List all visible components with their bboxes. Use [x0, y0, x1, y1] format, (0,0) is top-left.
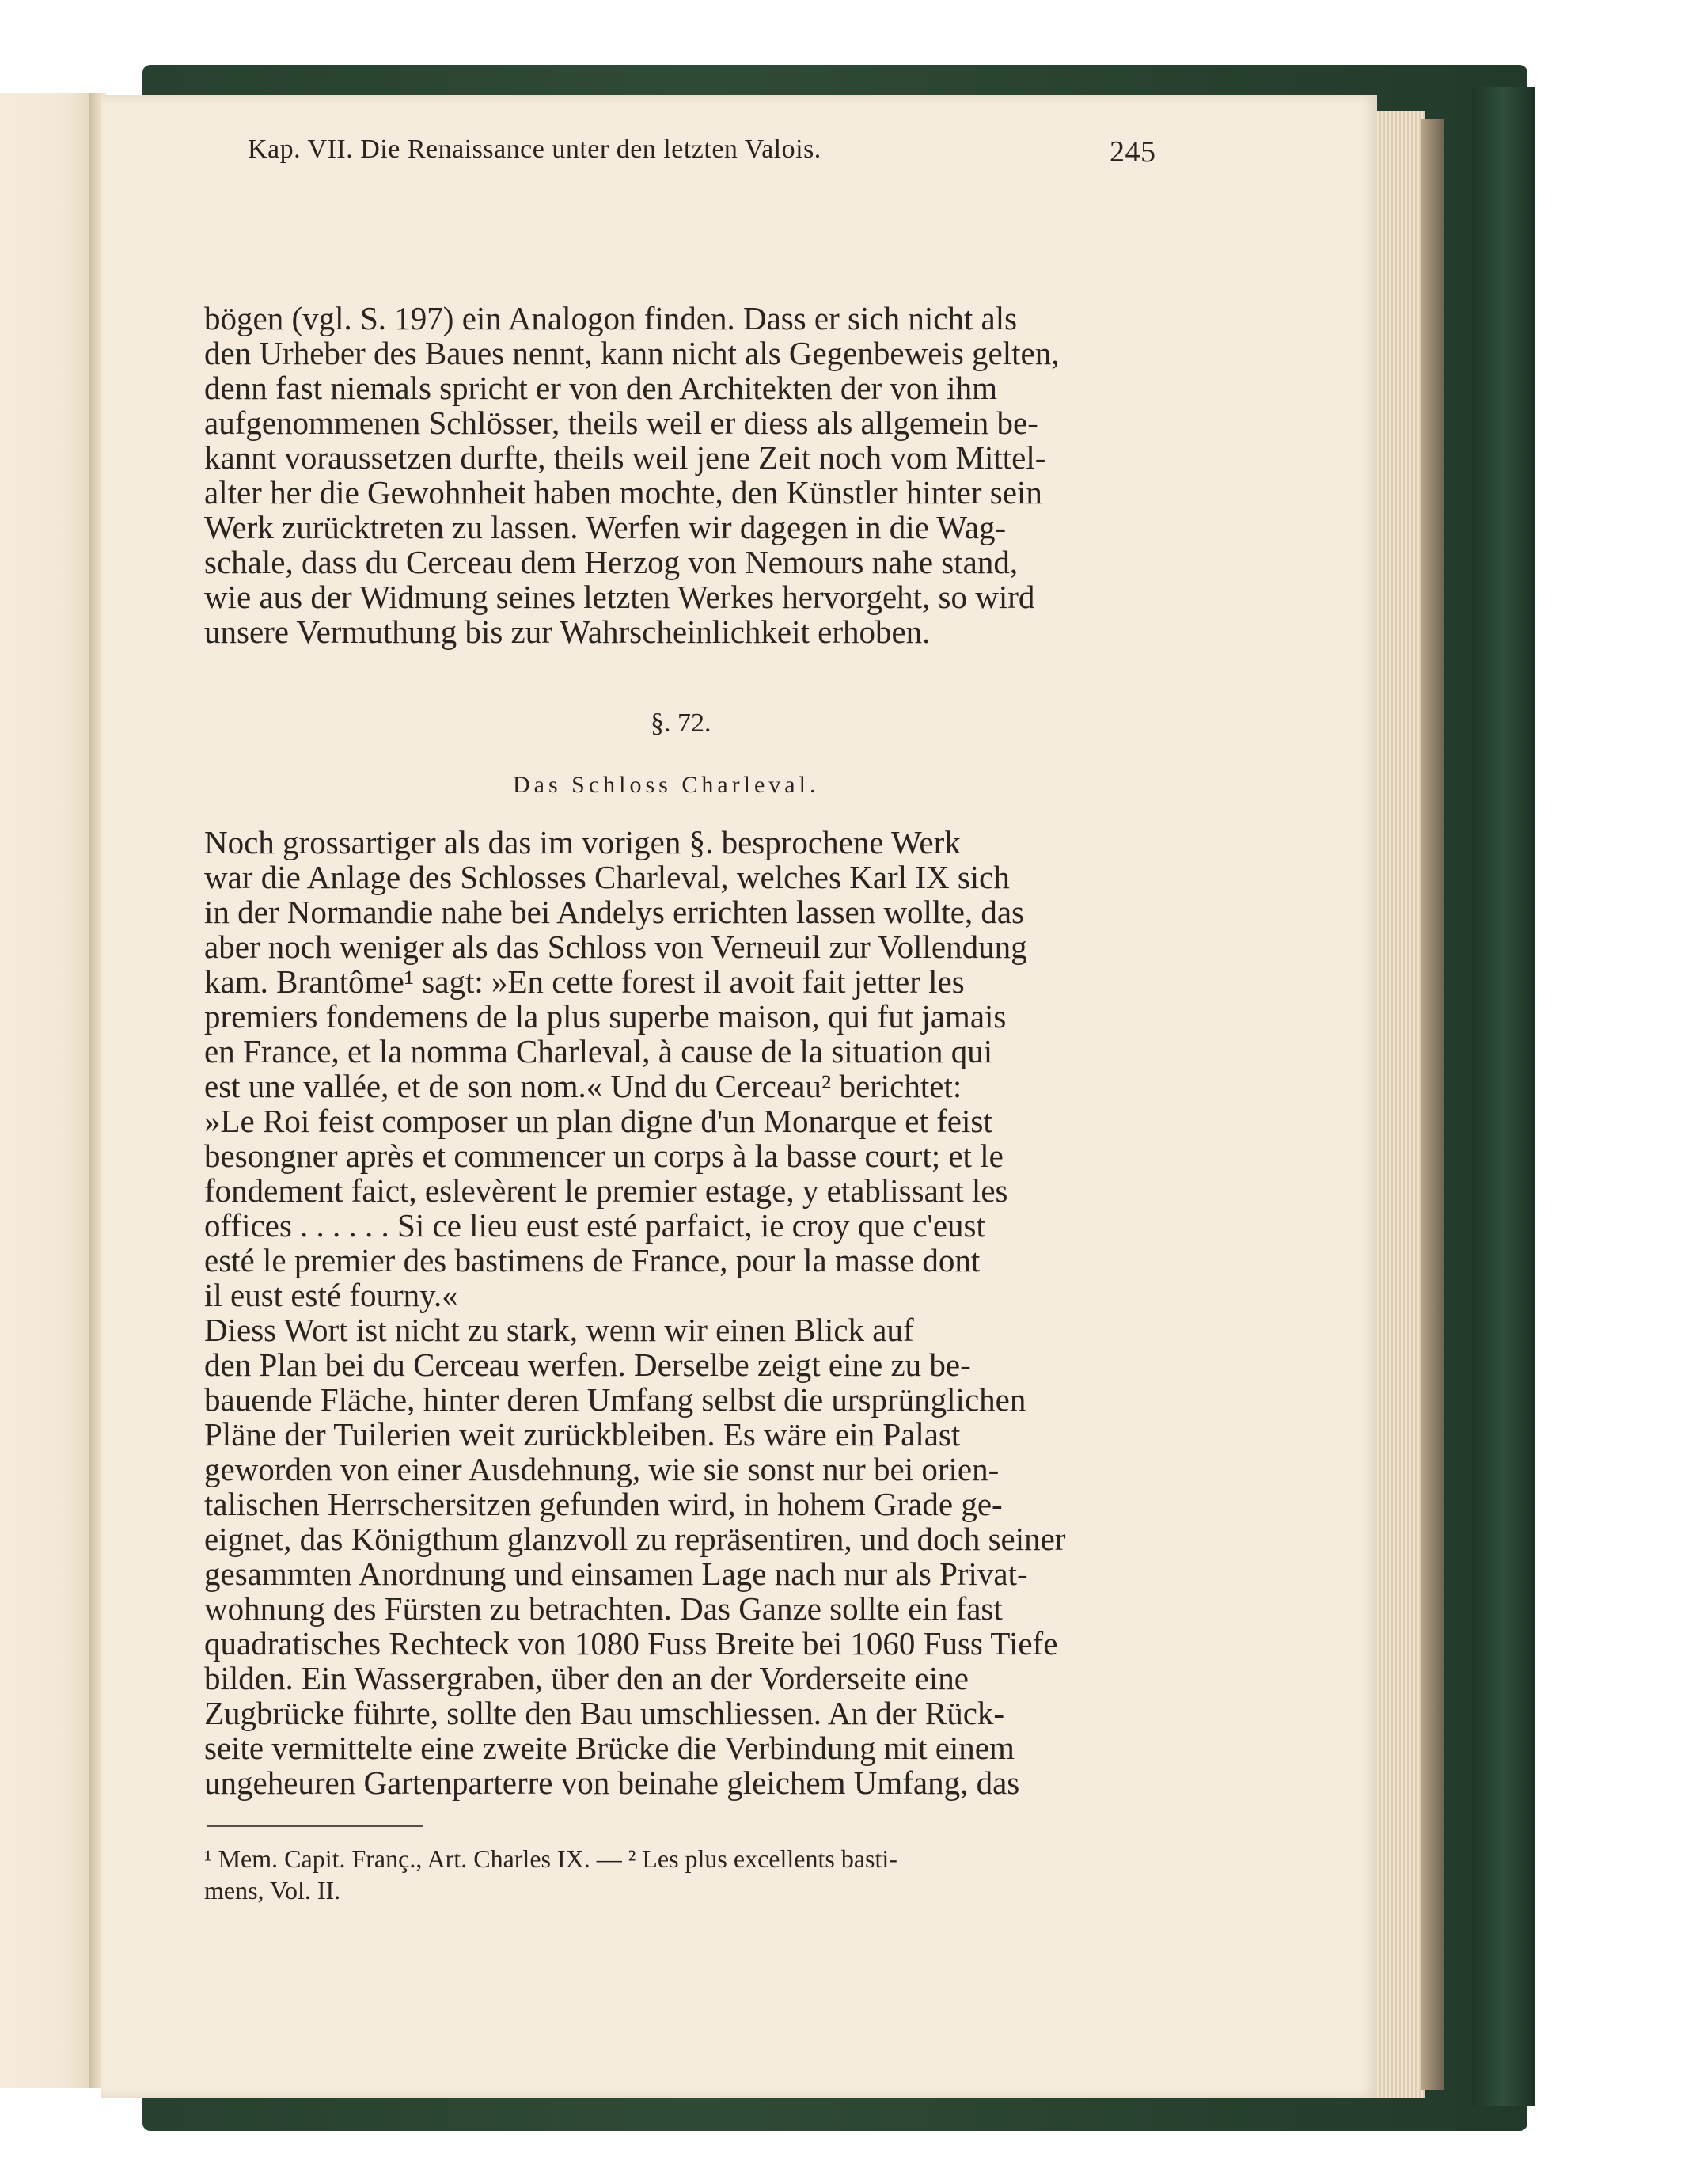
page-block-shadow	[1421, 119, 1444, 2090]
footnote-rule	[207, 1825, 423, 1827]
text-line: unsere Vermuthung bis zur Wahrscheinlichkeit erhoben.	[204, 613, 931, 650]
text-line: bögen (vgl. S. 197) ein Analogon finden. Dass er sich nicht als	[204, 300, 1018, 336]
previous-page	[0, 93, 93, 2088]
text-line: den Urheber des Baues nennt, kann nicht als Gegenbeweis gelten,	[204, 335, 1060, 371]
running-head-title: Kap. VII. Die Renaissance unter den letzten Valois.	[248, 135, 821, 164]
text-line: il eust esté fourny.«	[204, 1277, 458, 1313]
footnote-line: ¹ Mem. Capit. Franç., Art. Charles IX. — ² Les plus excellents basti-	[204, 1844, 897, 1873]
page-number: 245	[1110, 135, 1156, 169]
text-line: offices . . . . . . Si ce lieu eust esté parfaict, ie croy que c'eust	[204, 1207, 985, 1244]
text-line: quadratisches Rechteck von 1080 Fuss Breite bei 1060 Fuss Tiefe	[204, 1625, 1058, 1662]
book-spine-edge	[1472, 87, 1535, 2106]
text-line: premiers fondemens de la plus superbe maison, qui fut jamais	[204, 998, 1007, 1035]
text-line: Pläne der Tuilerien weit zurückbleiben. Es wäre ein Palast	[204, 1416, 961, 1453]
footnote-line: mens, Vol. II.	[204, 1876, 341, 1905]
text-line: war die Anlage des Schlosses Charleval, welches Karl IX sich	[204, 859, 1010, 895]
text-line: talischen Herrschersitzen gefunden wird, in hohem Grade ge-	[204, 1486, 1003, 1522]
text-line: bilden. Ein Wassergraben, über den an der Vorderseite eine	[204, 1660, 969, 1696]
text-line: schale, dass du Cerceau dem Herzog von Nemours nahe stand,	[204, 544, 1019, 580]
text-line: besongner après et commencer un corps à la basse court; et le	[204, 1138, 1004, 1174]
text-line: esté le premier des bastimens de France, pour la masse dont	[204, 1242, 981, 1278]
text-line: in der Normandie nahe bei Andelys errichten lassen wollte, das	[204, 894, 1025, 930]
text-line: Zugbrücke führte, sollte den Bau umschliessen. An der Rück-	[204, 1695, 1005, 1731]
text-line: den Plan bei du Cerceau werfen. Derselbe zeigt eine zu be-	[204, 1346, 971, 1383]
text-line: Diess Wort ist nicht zu stark, wenn wir einen Blick auf	[204, 1312, 914, 1348]
text-line: fondement faict, eslevèrent le premier estage, y etablissant les	[204, 1172, 1008, 1209]
text-line: wie aus der Widmung seines letzten Werkes hervorgeht, so wird	[204, 579, 1035, 615]
text-line: alter her die Gewohnheit haben mochte, den Künstler hinter sein	[204, 474, 1042, 511]
text-line: seite vermittelte eine zweite Brücke die Verbindung mit einem	[204, 1730, 1015, 1766]
text-line: eignet, das Königthum glanzvoll zu repräsentiren, und doch seiner	[204, 1521, 1066, 1557]
text-line: gesammten Anordnung und einsamen Lage nach nur als Privat-	[204, 1555, 1028, 1592]
page-block-edges	[1373, 111, 1425, 2098]
text-line: aufgenommenen Schlösser, theils weil er diess als allgemein be-	[204, 405, 1038, 441]
text-line: geworden von einer Ausdehnung, wie sie sonst nur bei orien-	[204, 1451, 1000, 1487]
text-line: Werk zurücktreten zu lassen. Werfen wir dagegen in die Wag-	[204, 509, 1007, 545]
text-line: bauende Fläche, hinter deren Umfang selbst die ursprünglichen	[204, 1381, 1026, 1418]
text-line: denn fast niemals spricht er von den Architekten der von ihm	[204, 370, 997, 406]
text-line: wohnung des Fürsten zu betrachten. Das Ganze sollte ein fast	[204, 1590, 1003, 1627]
text-line: kannt voraussetzen durfte, theils weil jene Zeit noch vom Mittel-	[204, 439, 1046, 476]
section-number: §. 72.	[651, 708, 711, 738]
text-line: kam. Brantôme¹ sagt: »En cette forest il avoit fait jetter les	[204, 963, 965, 1000]
section-title: Das Schloss Charleval.	[513, 772, 820, 798]
text-line: Noch grossartiger als das im vorigen §. besprochene Werk	[204, 824, 961, 860]
text-line: est une vallée, et de son nom.« Und du Cerceau² berichtet:	[204, 1068, 962, 1104]
text-line: ungeheuren Gartenparterre von beinahe gleichem Umfang, das	[204, 1764, 1020, 1801]
text-line: en France, et la nomma Charleval, à cause de la situation qui	[204, 1033, 993, 1069]
text-line: »Le Roi feist composer un plan digne d'un Monarque et feist	[204, 1103, 992, 1139]
text-line: aber noch weniger als das Schloss von Verneuil zur Vollendung	[204, 929, 1027, 965]
